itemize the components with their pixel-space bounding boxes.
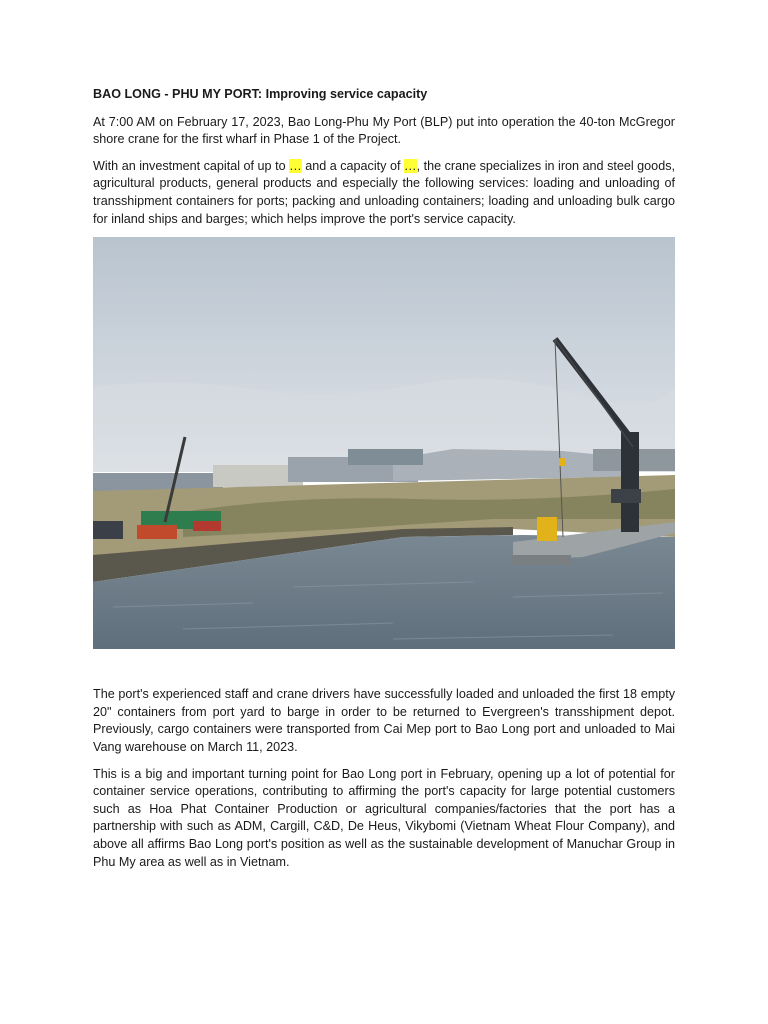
document-body bbox=[93, 86, 675, 880]
paragraph-2-text-b: and a capacity of bbox=[301, 158, 404, 173]
port-crane-photo bbox=[93, 237, 675, 649]
highlight-investment: … bbox=[289, 158, 302, 173]
paragraph-2-text-c: , the crane specializes in iron and steel goods, agricultural products, general products and especially the following services: loading and unloading of transshipment containers for ports; packing and unloading containers; loading and unloading bulk cargo for inland ships and barges; which helps improve the port's service capacity. bbox=[93, 158, 675, 226]
paragraph-4: This is a big and important turning point for Bao Long port in February, opening up a lot of potential for container service operations, contributing to affirming the port's capacity for large potential customers such as Hoa Phat Container Production or agricultural companies/factories that the port has a partnership with such as ADM, Cargill, C&D, De Heus, Vikybomi (Vietnam Wheat Flour Company), and above all affirms Bao Long port's position as well as the sustainable development of Manuchar Group in Phu My area as well as in Vietnam. bbox=[93, 766, 675, 869]
article-title: BAO LONG - PHU MY PORT: Improving service capacity bbox=[93, 87, 428, 101]
sky bbox=[93, 237, 675, 472]
paragraph-1: At 7:00 AM on February 17, 2023, Bao Long-Phu My Port (BLP) put into operation the 40-ton McGregor shore crane for the first wharf in Phase 1 of the Project. bbox=[93, 114, 675, 147]
paragraph-2-text-a: With an investment capital of up to bbox=[93, 158, 290, 173]
paragraph-2 bbox=[93, 158, 675, 228]
highlight-capacity: … bbox=[403, 158, 417, 173]
paragraph-3: The port's experienced staff and crane drivers have successfully loaded and unloaded the first 18 empty 20" containers from port yard to barge in order to be returned to Evergreen's transshipment depot. Previously, cargo containers were transported from Cai Mep port to Bao Long port and unloaded to Mai Vang warehouse on March 11, 2023. bbox=[93, 687, 675, 754]
